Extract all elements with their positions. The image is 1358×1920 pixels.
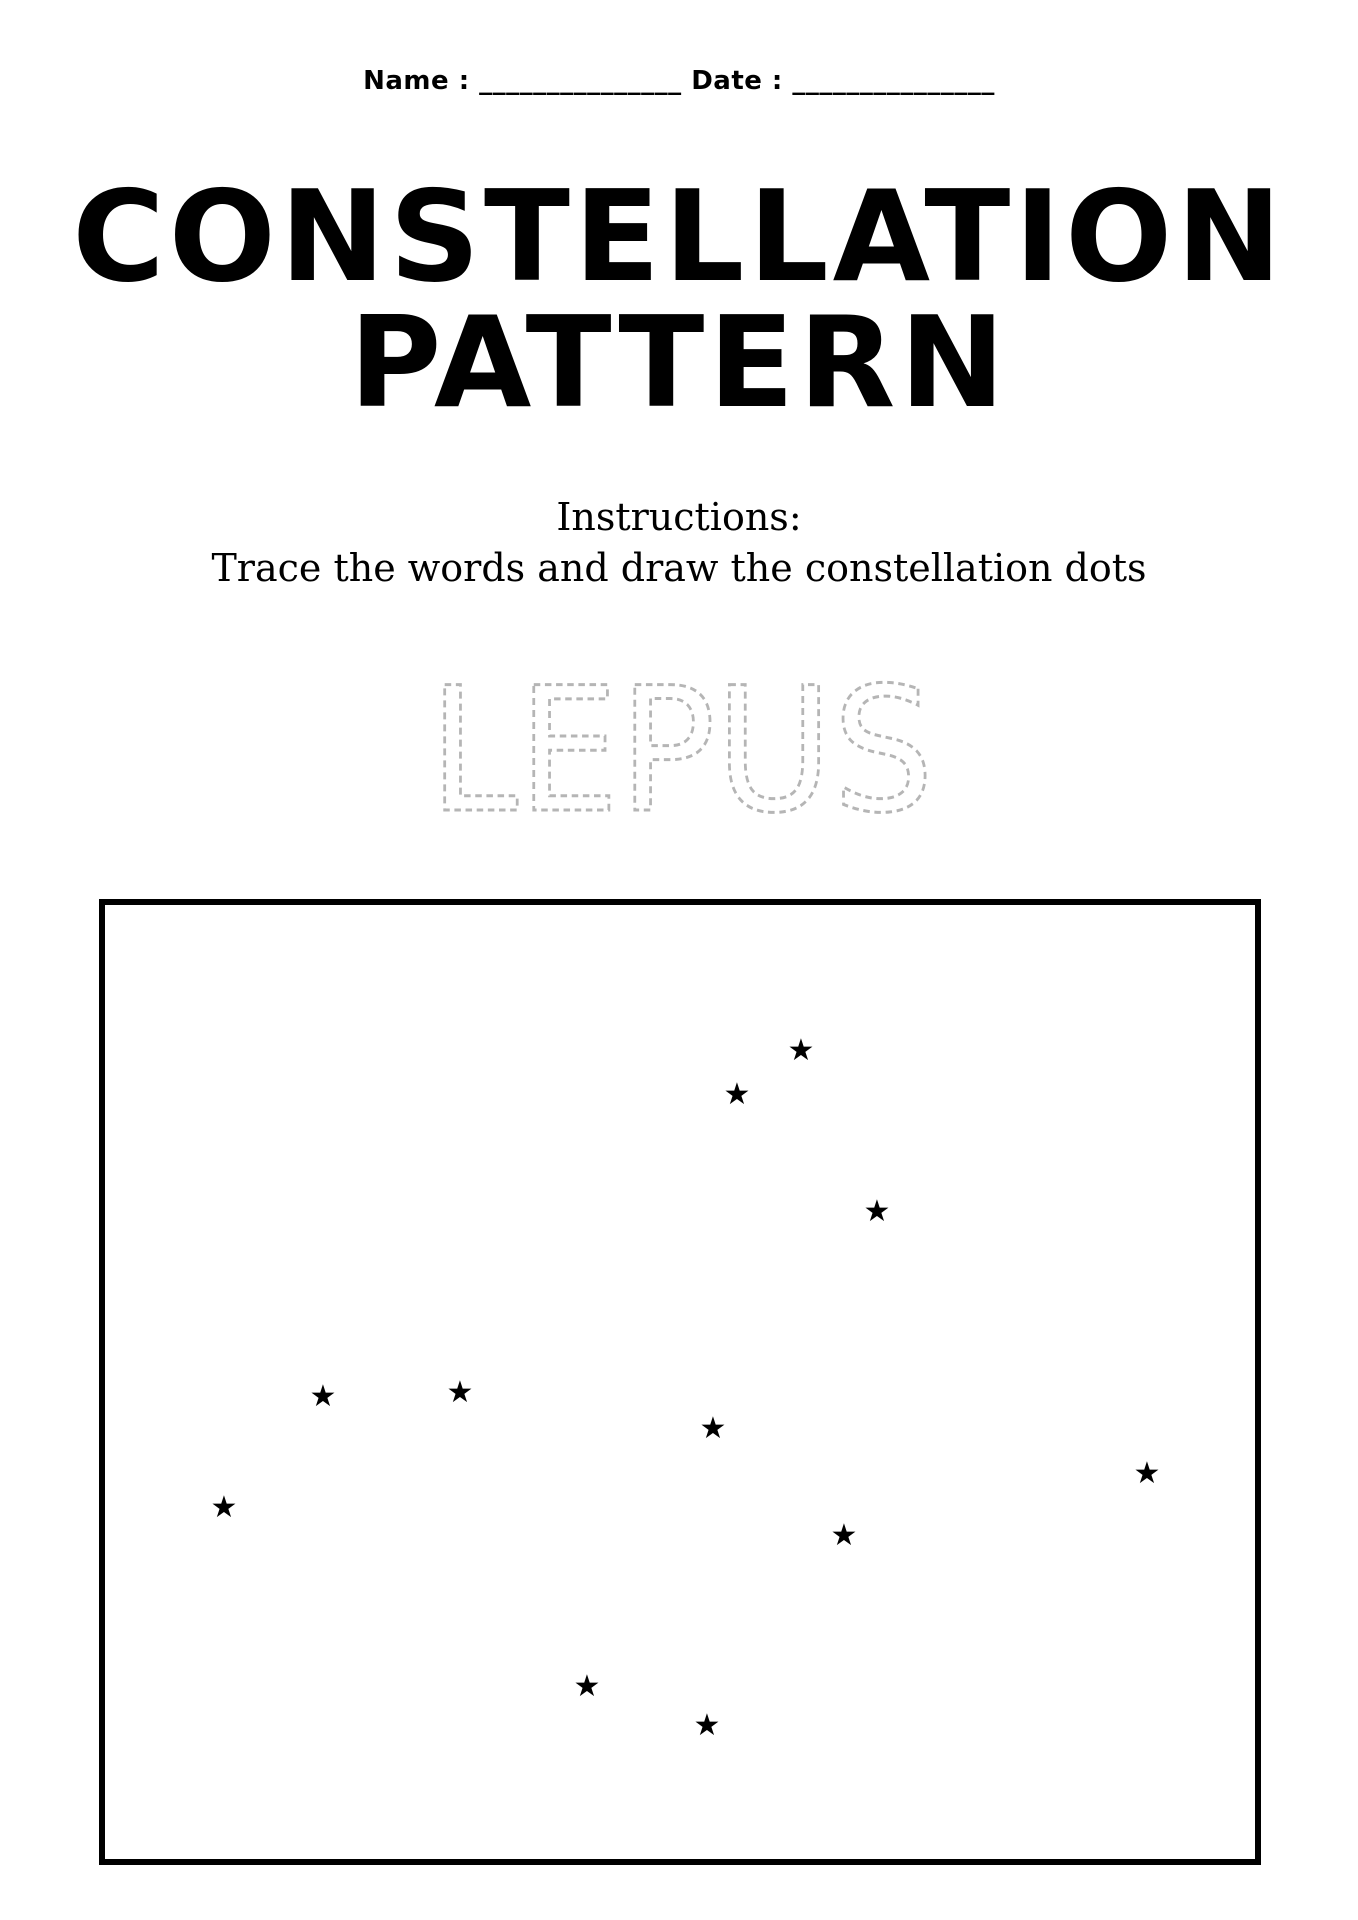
star-3: ★ xyxy=(863,1194,891,1229)
star-1: ★ xyxy=(787,1033,815,1068)
star-2: ★ xyxy=(723,1077,751,1112)
name-label: Name : xyxy=(363,66,480,96)
star-6: ★ xyxy=(699,1411,727,1446)
star-4: ★ xyxy=(309,1379,337,1414)
trace-word-text: LEPUS xyxy=(429,672,934,822)
star-8: ★ xyxy=(210,1490,238,1525)
constellation-box[interactable] xyxy=(99,899,1261,1865)
name-date-line xyxy=(0,66,1358,96)
date-blank[interactable]: _______________ xyxy=(792,66,995,96)
title-line-1: CONSTELLATION xyxy=(72,163,1286,310)
trace-word[interactable] xyxy=(429,672,939,822)
star-10: ★ xyxy=(573,1669,601,1704)
title-line-2: PATTERN xyxy=(349,289,1009,436)
name-blank[interactable]: _______________ xyxy=(479,66,682,96)
star-9: ★ xyxy=(830,1518,858,1553)
instructions-text: Trace the words and draw the constellation dots xyxy=(211,546,1147,590)
date-label: Date : xyxy=(681,66,793,96)
star-7: ★ xyxy=(1133,1456,1161,1491)
star-11: ★ xyxy=(693,1708,721,1743)
star-5: ★ xyxy=(446,1375,474,1410)
instructions-heading: Instructions: xyxy=(556,495,802,539)
